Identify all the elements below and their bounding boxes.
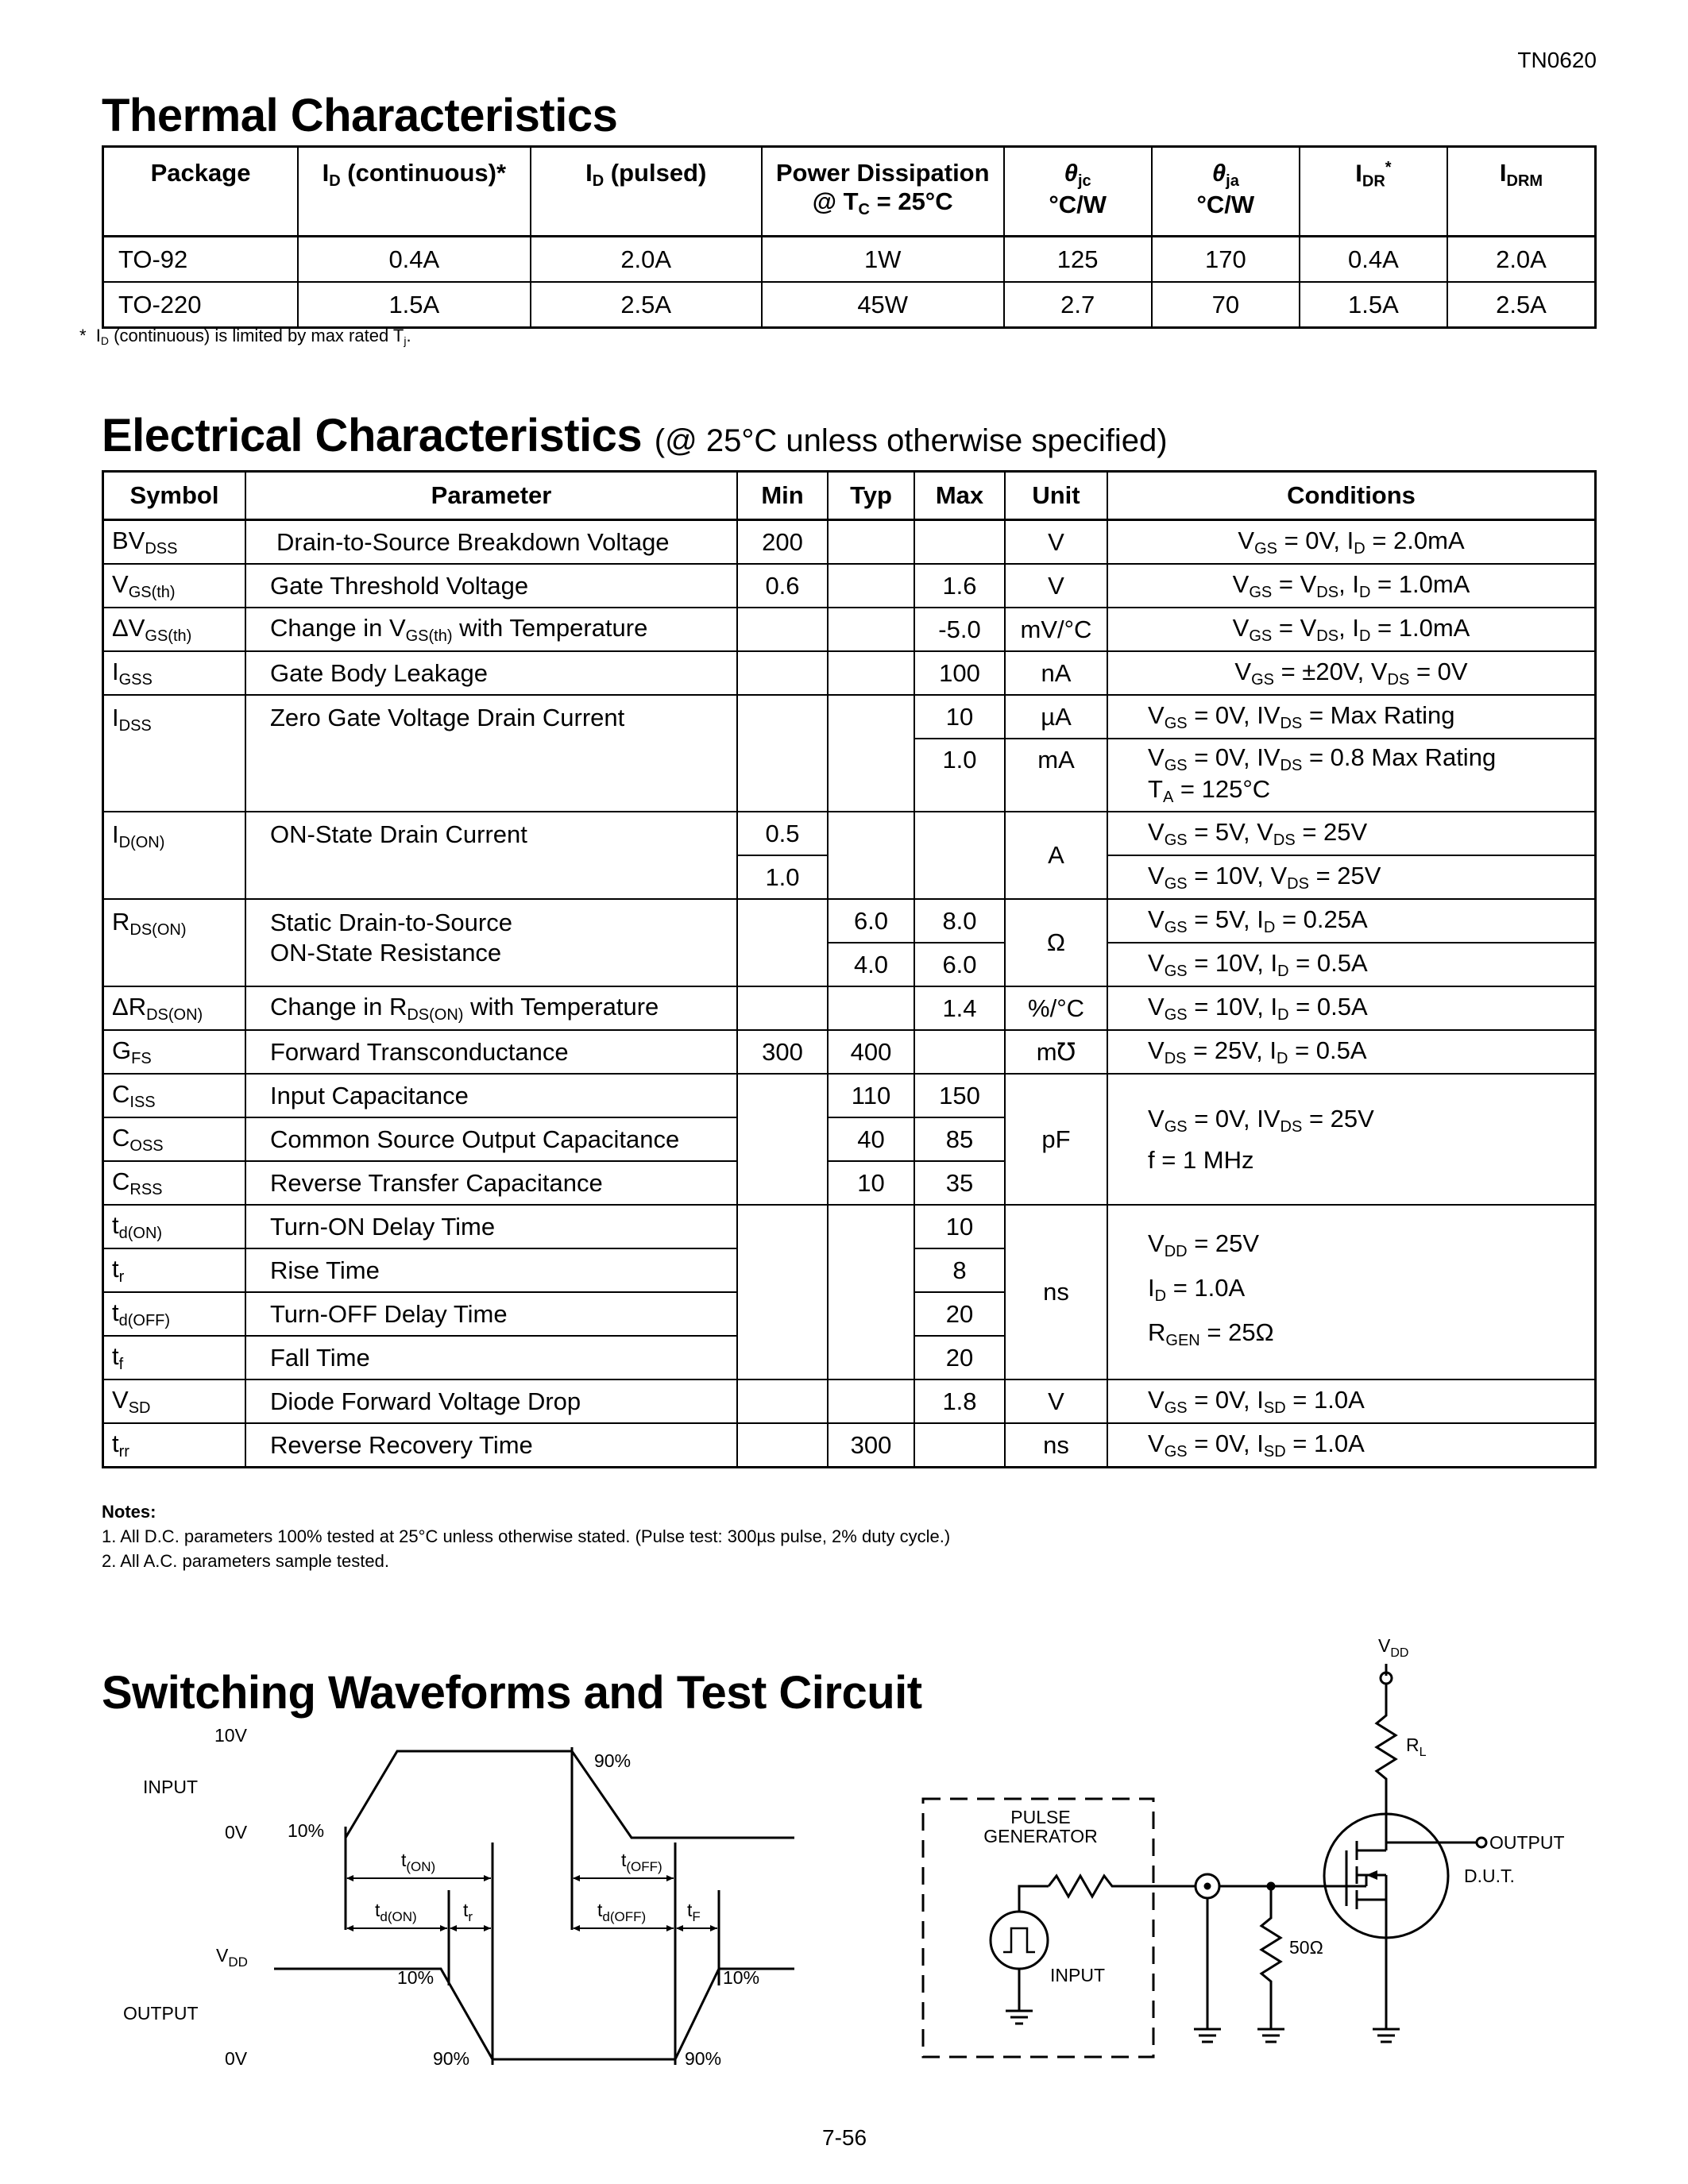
- max: 6.0: [914, 943, 1005, 986]
- conditions: $V_{GS} = 5V$, $I_D = 0.25A$: [1107, 899, 1596, 943]
- document-code: TN0620: [1517, 48, 1597, 72]
- unit: Ω: [1005, 899, 1107, 986]
- param: Reverse Transfer Capacitance: [245, 1161, 737, 1205]
- cell-id-pulsed: 2.0A: [531, 237, 762, 283]
- unit: pF: [1005, 1074, 1107, 1205]
- output-waveform: [274, 1969, 794, 2059]
- unit: m℧: [1005, 1030, 1107, 1074]
- label-10v: 10V: [214, 1725, 247, 1746]
- cell-id-cont: 0.4A: [298, 237, 531, 283]
- max: 1.8: [914, 1379, 1005, 1423]
- param: Turn-OFF Delay Time: [245, 1292, 737, 1336]
- param: ON-State Drain Current: [245, 812, 737, 899]
- cell-pd: 1W: [762, 237, 1004, 283]
- th-idr: $I_{DR}^*$: [1300, 147, 1447, 237]
- cell-theta-jc: 125: [1004, 237, 1152, 283]
- unit: µA: [1005, 695, 1107, 739]
- min: 300: [737, 1030, 828, 1074]
- label-90pct: 90%: [594, 1750, 632, 1771]
- th-typ: Typ: [828, 472, 914, 520]
- max: 1.4: [914, 986, 1005, 1030]
- symbol-trr: $t_{rr}$: [103, 1423, 246, 1468]
- note-item: 1. All D.C. parameters 100% tested at 25°C unless otherwise stated. (Pulse test: 300µs pulse, 2% duty cycle.): [102, 1526, 951, 1546]
- th-package: Package: [103, 147, 299, 237]
- conditions: $V_{GS} = 0V$, $I_{SD} = 1.0A$: [1107, 1423, 1596, 1468]
- unit: V: [1005, 520, 1107, 565]
- typ: 400: [828, 1030, 914, 1074]
- symbol-rdson: $R_{DS(ON)}$: [103, 899, 246, 986]
- max: -5.0: [914, 608, 1005, 651]
- max: 100: [914, 651, 1005, 695]
- param: Change in $V_{GS(th)}$ with Temperature: [245, 608, 737, 651]
- param: Drain-to-Source Breakdown Voltage: [245, 520, 737, 565]
- conditions: $V_{GS} = 0V$, $I_D = 2.0mA$: [1107, 520, 1596, 565]
- conditions: $V_{GS} = 0V$, $IV_{DS} = 0.8$ Max Rating $T_A = 125^\circ C$: [1107, 739, 1596, 812]
- symbol-gfs: $G_{FS}$: [103, 1030, 246, 1074]
- typ: 10: [828, 1161, 914, 1205]
- conditions: $V_{DS} = 25V$, $I_D = 0.5A$: [1107, 1030, 1596, 1074]
- param: Gate Body Leakage: [245, 651, 737, 695]
- typ: 40: [828, 1117, 914, 1161]
- symbol-vgsth: $V_{GS(th)}$: [103, 564, 246, 608]
- max: 35: [914, 1161, 1005, 1205]
- th-min: Min: [737, 472, 828, 520]
- conditions: $V_{GS} = 10V$, $I_D = 0.5A$: [1107, 943, 1596, 986]
- param: Fall Time: [245, 1336, 737, 1379]
- symbol-idon: $I_{D(ON)}$: [103, 812, 246, 899]
- th-id-continuous: $I_D$ (continuous)*: [298, 147, 531, 237]
- cell-idrm: 2.0A: [1447, 237, 1596, 283]
- ground-icon: [1194, 2029, 1221, 2042]
- max: 20: [914, 1336, 1005, 1379]
- unit: V: [1005, 1379, 1107, 1423]
- conditions: $V_{DD} = 25V$ $I_D = 1.0A$ $R_{GEN} = 25\Omega$: [1107, 1205, 1596, 1379]
- label-10pct-out: 10%: [397, 1967, 435, 1988]
- cell-theta-ja: 70: [1152, 282, 1300, 328]
- label-output: OUTPUT: [123, 2003, 199, 2024]
- label-tr: $t_r$: [463, 1900, 473, 1924]
- ground-icon: [1373, 2029, 1400, 2042]
- typ: 110: [828, 1074, 914, 1117]
- max: 85: [914, 1117, 1005, 1161]
- label-tf: $t_F$: [687, 1900, 701, 1924]
- conditions: $V_{GS} = 5V$, $V_{DS} = 25V$: [1107, 812, 1596, 855]
- cell-theta-jc: 2.7: [1004, 282, 1152, 328]
- cell-idr: 1.5A: [1300, 282, 1447, 328]
- conditions: $V_{GS} = V_{DS}$, $I_D = 1.0mA$: [1107, 564, 1596, 608]
- cell-package: TO-220: [103, 282, 299, 328]
- unit: A: [1005, 812, 1107, 899]
- note-item: 2. All A.C. parameters sample tested.: [102, 1551, 389, 1571]
- min: 1.0: [737, 855, 828, 899]
- thermal-title: Thermal Characteristics: [102, 90, 618, 141]
- label-gen-input: INPUT: [1050, 1965, 1105, 1985]
- label-input: INPUT: [143, 1777, 198, 1797]
- symbol-coss: $C_{OSS}$: [103, 1117, 246, 1161]
- symbol-delta-rdson: $\Delta R_{DS(ON)}$: [103, 986, 246, 1030]
- min: 200: [737, 520, 828, 565]
- conditions: $V_{GS} = 10V$, $I_D = 0.5A$: [1107, 986, 1596, 1030]
- th-theta-jc: $\theta_{jc}$ °C/W: [1004, 147, 1152, 237]
- typ: 4.0: [828, 943, 914, 986]
- unit: ns: [1005, 1423, 1107, 1468]
- resistor-rl: [1377, 1684, 1396, 1843]
- max: 10: [914, 695, 1005, 739]
- unit: mA: [1005, 739, 1107, 812]
- conditions: $V_{GS} = 0V$, $I_{SD} = 1.0A$: [1107, 1379, 1596, 1423]
- label-vdd: $V_{DD}$: [216, 1945, 248, 1970]
- input-waveform: [346, 1751, 794, 1838]
- param: Zero Gate Voltage Drain Current: [245, 695, 737, 812]
- cell-id-cont: 1.5A: [298, 282, 531, 328]
- max: 1.0: [914, 739, 1005, 812]
- label-toff: $t_{(OFF)}$: [621, 1850, 662, 1874]
- label-pulse: PULSE: [1010, 1807, 1071, 1827]
- max: 10: [914, 1205, 1005, 1248]
- symbol-tdoff: $t_{d(OFF)}$: [103, 1292, 246, 1336]
- param: Turn-ON Delay Time: [245, 1205, 737, 1248]
- symbol-tr: $t_r$: [103, 1248, 246, 1292]
- th-id-pulsed: $I_D$ (pulsed): [531, 147, 762, 237]
- symbol-igss: $I_{GSS}$: [103, 651, 246, 695]
- label-0v-out: 0V: [225, 2048, 248, 2069]
- unit: %/°C: [1005, 986, 1107, 1030]
- label-rl: $R_L$: [1406, 1734, 1427, 1759]
- thermal-footnote: * $I_D$ (continuous) is limited by max rated $T_j$.: [79, 326, 411, 347]
- max: 150: [914, 1074, 1005, 1117]
- cell-idrm: 2.5A: [1447, 282, 1596, 328]
- unit: V: [1005, 564, 1107, 608]
- min: 0.5: [737, 812, 828, 855]
- typ: 6.0: [828, 899, 914, 943]
- typ: 300: [828, 1423, 914, 1468]
- label-tdon: $t_{d(ON)}$: [375, 1900, 417, 1924]
- max: 1.6: [914, 564, 1005, 608]
- switching-title: Switching Waveforms and Test Circuit: [102, 1667, 922, 1719]
- label-output-circuit: OUTPUT: [1489, 1832, 1565, 1853]
- notes-title: Notes:: [102, 1502, 156, 1522]
- symbol-ciss: $C_{ISS}$: [103, 1074, 246, 1117]
- th-idrm: $I_{DRM}$: [1447, 147, 1596, 237]
- label-ton: $t_{(ON)}$: [401, 1850, 436, 1874]
- ground-icon: [1257, 2029, 1284, 2042]
- param: Gate Threshold Voltage: [245, 564, 737, 608]
- unit: mV/°C: [1005, 608, 1107, 651]
- label-0v: 0V: [225, 1822, 248, 1843]
- conditions: $V_{GS} = V_{DS}$, $I_D = 1.0mA$: [1107, 608, 1596, 651]
- conditions: $V_{GS} = \pm 20V$, $V_{DS} = 0V$: [1107, 651, 1596, 695]
- symbol-tf: $t_f$: [103, 1336, 246, 1379]
- label-dut: D.U.T.: [1464, 1866, 1515, 1886]
- param: Reverse Recovery Time: [245, 1423, 737, 1468]
- electrical-title: Electrical Characteristics (@ 25°C unless otherwise specified): [102, 410, 1168, 461]
- body-diode-arrow: [1366, 1870, 1377, 1880]
- param: Change in $R_{DS(ON)}$ with Temperature: [245, 986, 737, 1030]
- label-10pct-out2: 10%: [723, 1967, 760, 1988]
- th-theta-ja: $\theta_{ja}$ °C/W: [1152, 147, 1300, 237]
- param: Common Source Output Capacitance: [245, 1117, 737, 1161]
- th-parameter: Parameter: [245, 472, 737, 520]
- ground-icon: [1006, 2011, 1033, 2024]
- param: Input Capacitance: [245, 1074, 737, 1117]
- symbol-crss: $C_{RSS}$: [103, 1161, 246, 1205]
- th-symbol: Symbol: [103, 472, 246, 520]
- param: Rise Time: [245, 1248, 737, 1292]
- conditions: $V_{GS} = 10V$, $V_{DS} = 25V$: [1107, 855, 1596, 899]
- th-conditions: Conditions: [1107, 472, 1596, 520]
- gen-resistor: [1049, 1876, 1153, 1897]
- conditions: $V_{GS} = 0V$, $IV_{DS}$ = Max Rating: [1107, 695, 1596, 739]
- min: 0.6: [737, 564, 828, 608]
- param: Forward Transconductance: [245, 1030, 737, 1074]
- th-unit: Unit: [1005, 472, 1107, 520]
- conditions: $V_{GS} = 0V$, $IV_{DS} = 25V$ f = 1 MHz: [1107, 1074, 1596, 1205]
- th-power-dissipation: Power Dissipation @ $T_C = 25^\circ C$: [762, 147, 1004, 237]
- max: 8.0: [914, 899, 1005, 943]
- max: 20: [914, 1292, 1005, 1336]
- param: Static Drain-to-Source ON-State Resistance: [245, 899, 737, 986]
- cell-theta-ja: 170: [1152, 237, 1300, 283]
- label-generator: GENERATOR: [983, 1826, 1098, 1846]
- cell-pd: 45W: [762, 282, 1004, 328]
- symbol-bvdss: $BV_{DSS}$: [103, 520, 246, 565]
- cell-idr: 0.4A: [1300, 237, 1447, 283]
- param: Diode Forward Voltage Drop: [245, 1379, 737, 1423]
- symbol-idss: $I_{DSS}$: [103, 695, 246, 812]
- max: 8: [914, 1248, 1005, 1292]
- cell-id-pulsed: 2.5A: [531, 282, 762, 328]
- label-50ohm: 50Ω: [1289, 1937, 1323, 1958]
- cell-package: TO-92: [103, 237, 299, 283]
- symbol-delta-vgsth: $\Delta V_{GS(th)}$: [103, 608, 246, 651]
- label-vdd-circuit: $V_{DD}$: [1378, 1635, 1409, 1660]
- label-10pct: 10%: [288, 1820, 325, 1841]
- unit: ns: [1005, 1205, 1107, 1379]
- th-max: Max: [914, 472, 1005, 520]
- unit: nA: [1005, 651, 1107, 695]
- symbol-vsd: $V_{SD}$: [103, 1379, 246, 1423]
- resistor-50: [1261, 1886, 1280, 2029]
- label-90pct-out: 90%: [433, 2048, 470, 2069]
- label-90pct-out2: 90%: [685, 2048, 722, 2069]
- symbol-tdon: $t_{d(ON)}$: [103, 1205, 246, 1248]
- label-tdoff: $t_{d(OFF)}$: [597, 1900, 647, 1924]
- pulse-source-icon: [991, 1912, 1048, 1969]
- page-number: 7-56: [822, 2125, 867, 2150]
